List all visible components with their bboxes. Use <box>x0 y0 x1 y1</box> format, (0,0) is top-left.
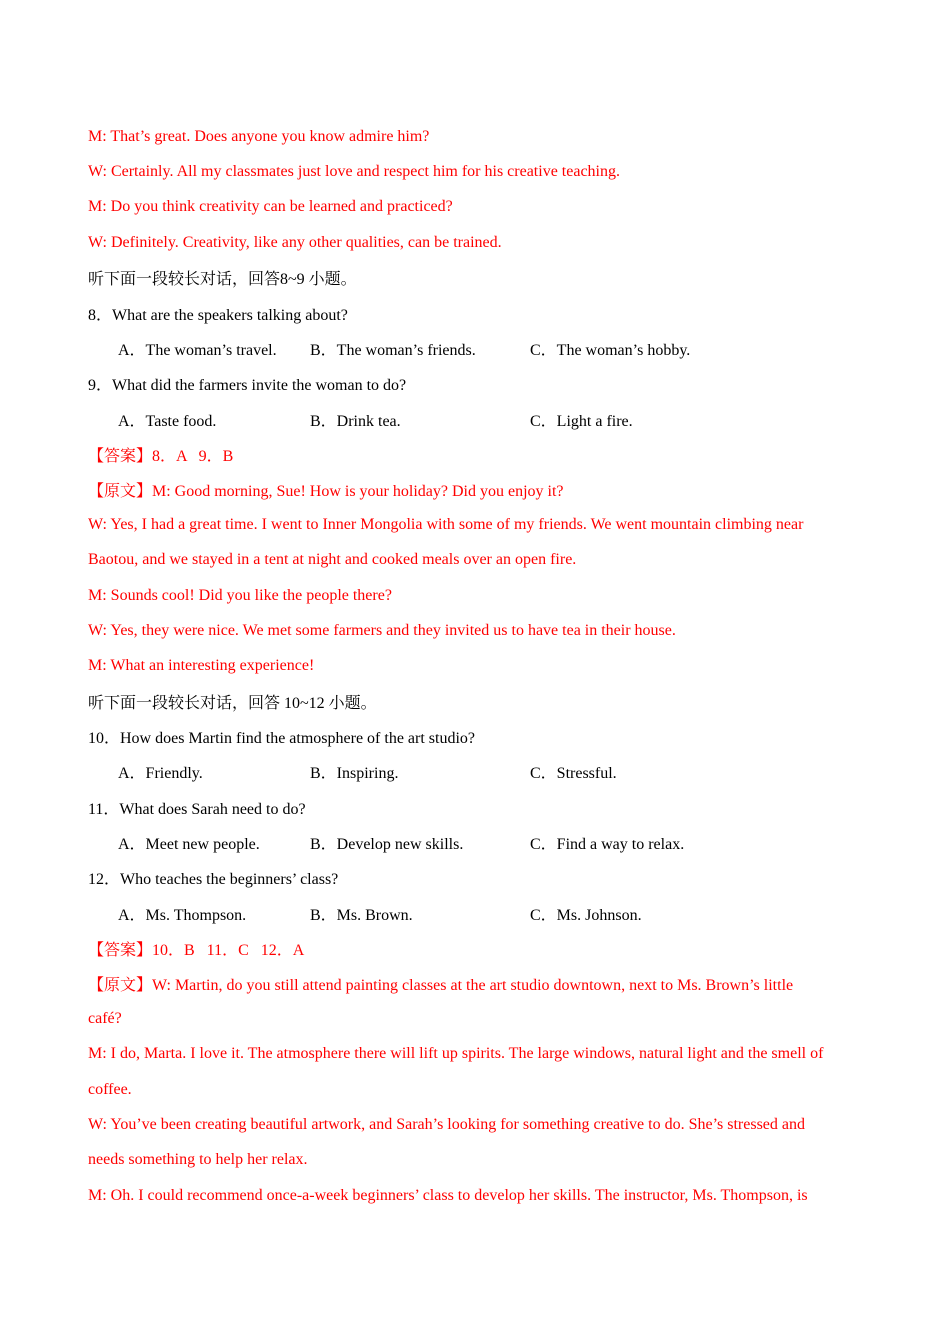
transcript-line: W: You’ve been creating beautiful artwork, and Sarah’s looking for something creative to do. She’s stressed and <box>88 1115 806 1133</box>
option-c: C．Ms. Johnson. <box>530 906 642 924</box>
options-row-9 <box>88 401 864 436</box>
transcript-line: needs something to help her relax. <box>88 1151 308 1169</box>
option-a: A．Taste food. <box>118 412 217 430</box>
option-a: A．Ms. Thompson. <box>118 906 247 924</box>
transcript-line: M: What an interesting experience! <box>88 657 315 675</box>
transcript-line: W: Yes, I had a great time. I went to Inner Mongolia with some of my friends. We went mountain climbing near <box>88 515 804 533</box>
option-a: A．The woman’s travel. <box>118 341 277 359</box>
option-c: C．Stressful. <box>530 765 617 783</box>
transcript-line: M: Oh. I could recommend once-a-week beginners’ class to develop her skills. The instructor, Ms. Thompson, is <box>88 1186 808 1204</box>
options-row-8 <box>88 331 864 366</box>
question-12: 12．Who teaches the beginners’ class? <box>88 871 339 889</box>
question-8: 8．What are the speakers talking about? <box>88 306 348 324</box>
option-b: B．The woman’s friends. <box>310 341 476 359</box>
transcript-line: Baotou, and we stayed in a tent at night and cooked meals over an open fire. <box>88 551 577 569</box>
document-body <box>88 119 864 1213</box>
option-c: C．The woman’s hobby. <box>530 341 691 359</box>
section-instruction: 听下面一段较长对话，回答 10~12 小题。 <box>88 694 377 712</box>
transcript-line: café? <box>88 1010 122 1028</box>
options-row-10 <box>88 754 864 789</box>
option-c: C．Find a way to relax. <box>530 836 685 854</box>
dialogue-line: M: Do you think creativity can be learned and practiced? <box>88 198 453 216</box>
option-b: B．Drink tea. <box>310 412 401 430</box>
transcript-line: coffee. <box>88 1080 132 1098</box>
dialogue-line: M: That’s great. Does anyone you know admire him? <box>88 127 430 145</box>
dialogue-line: W: Certainly. All my classmates just love and respect him for his creative teaching. <box>88 162 620 180</box>
transcript-line: W: Yes, they were nice. We met some farmers and they invited us to have tea in their house. <box>88 621 676 639</box>
question-11: 11．What does Sarah need to do? <box>88 800 306 818</box>
question-9: 9．What did the farmers invite the woman to do? <box>88 377 407 395</box>
transcript-line: M: Sounds cool! Did you like the people there? <box>88 586 392 604</box>
answer-line: 【答案】10．B 11．C 12．A <box>88 941 305 959</box>
dialogue-line: W: Definitely. Creativity, like any other qualities, can be trained. <box>88 233 502 251</box>
transcript-line: M: I do, Marta. I love it. The atmosphere there will lift up spirits. The large windows, natural light and the smell of <box>88 1045 824 1063</box>
transcript-line: 【原文】W: Martin, do you still attend painting classes at the art studio downtown, next to Ms. Brown’s little <box>88 977 794 995</box>
section-instruction: 听下面一段较长对话，回答8~9 小题。 <box>88 271 357 289</box>
option-a: A．Friendly. <box>118 765 203 783</box>
option-b: B．Develop new skills. <box>310 836 464 854</box>
transcript-line: 【原文】M: Good morning, Sue! How is your holiday? Did you enjoy it? <box>88 483 564 501</box>
option-a: A．Meet new people. <box>118 836 260 854</box>
answer-line: 【答案】8．A 9．B <box>88 447 234 465</box>
options-row-11 <box>88 825 864 860</box>
option-b: B．Ms. Brown. <box>310 906 413 924</box>
option-b: B．Inspiring. <box>310 765 399 783</box>
option-c: C．Light a fire. <box>530 412 633 430</box>
question-10: 10．How does Martin find the atmosphere of the art studio? <box>88 730 476 748</box>
options-row-12 <box>88 896 864 931</box>
